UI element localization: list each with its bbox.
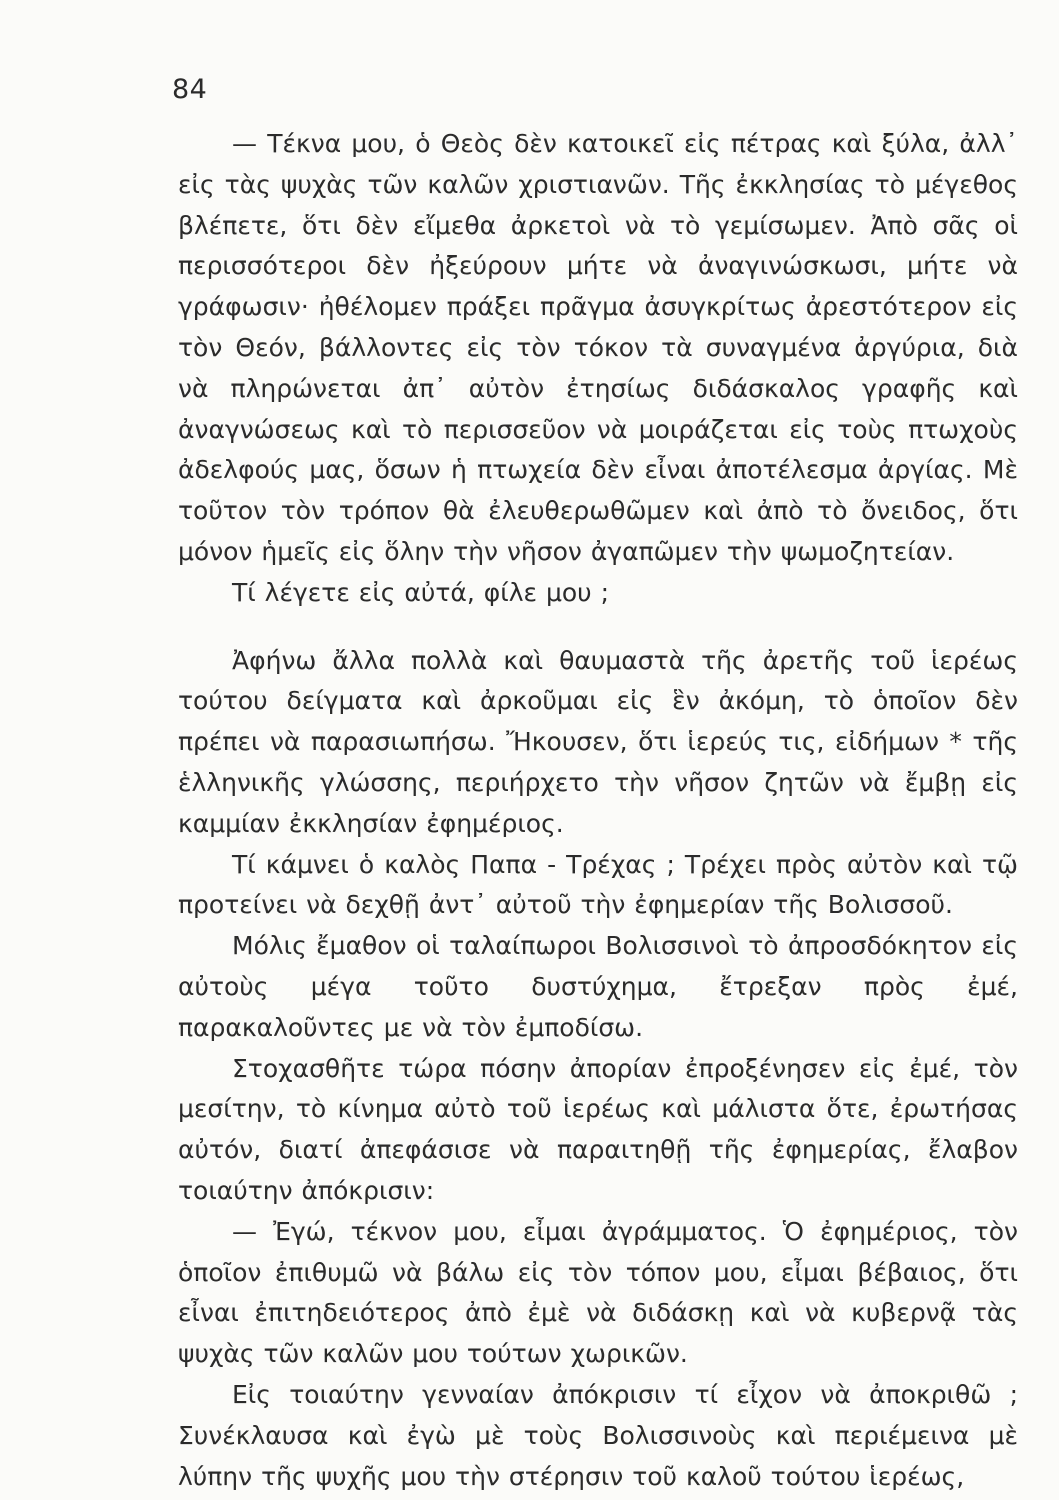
- paragraph-5: Μόλις ἔμαθον οἱ ταλαίπωροι Βολισσινοὶ τὸ ἀπροσδόκητον εἰς αὐτοὺς μέγα τοῦτο δυστύχημα, ἔτρεξαν πρὸς ἐμέ, παρακαλοῦντες με νὰ τὸν ἐμποδίσω.: [178, 931, 1018, 1042]
- page-number: 84: [172, 74, 208, 105]
- paragraph-7: — Ἐγώ, τέκνον μου, εἶμαι ἀγράμματος. Ὁ ἐφημέριος, τὸν ὁποῖον ἐπιθυμῶ νὰ βάλω εἰς τὸν τόπον μου, εἶμαι βέβαιος, ὅτι εἶναι ἐπιτηδειότερος ἀπὸ ἐμὲ νὰ διδάσκῃ καὶ νὰ κυβερνᾷ τὰς ψυχὰς τῶν καλῶν μου τούτων χωρικῶν.: [178, 1216, 1018, 1369]
- paragraph-4: Τί κάμνει ὁ καλὸς Παπα - Τρέχας ; Τρέχει πρὸς αὐτὸν καὶ τῷ προτείνει νὰ δεχθῇ ἀντ᾿ αὐτοῦ τὴν ἐφημερίαν τῆς Βολισσοῦ.: [178, 849, 1018, 920]
- body-text: [178, 124, 1018, 1497]
- paragraph-1: — Τέκνα μου, ὁ Θεὸς δὲν κατοικεῖ εἰς πέτρας καὶ ξύλα, ἀλλ᾿ εἰς τὰς ψυχὰς τῶν καλῶν χριστιανῶν. Τῆς ἐκκλησίας τὸ μέγεθος βλέπετε, ὅτι δὲν εἴμεθα ἀρκετοὶ νὰ τὸ γεμίσωμεν. Ἀπὸ σᾶς οἱ περισσότεροι δὲν ἠξεύρουν μήτε νὰ ἀναγινώσκωσι, μήτε νὰ γράφωσιν· ἠθέλομεν πράξει πρᾶγμα ἀσυγκρίτως ἀρεστότερον εἰς τὸν Θεόν, βάλλοντες εἰς τὸν τόκον τὰ συναγμένα ἀργύρια, διὰ νὰ πληρώνεται ἀπ᾿ αὐτὸν ἐτησίως διδάσκαλος γραφῆς καὶ ἀναγνώσεως καὶ τὸ περισσεῦον νὰ μοιράζεται εἰς τοὺς πτωχοὺς ἀδελφούς μας, ὅσων ἡ πτωχεία δὲν εἶναι ἀποτέλεσμα ἀργίας. Μὲ τοῦτον τὸν τρόπον θὰ ἐλευθερωθῶμεν καὶ ἀπὸ τὸ ὄνειδος, ὅτι μόνον ἡμεῖς εἰς ὅλην τὴν νῆσον ἀγαπῶμεν τὴν ψωμοζητείαν.: [178, 129, 1018, 566]
- paragraph-6: Στοχασθῆτε τώρα πόσην ἀπορίαν ἐπροξένησεν εἰς ἐμέ, τὸν μεσίτην, τὸ κίνημα αὐτὸ τοῦ ἱερέως καὶ μάλιστα ὅτε, ἐρωτήσας αὐτόν, διατί ἀπεφάσισε νὰ παραιτηθῇ τῆς ἐφημερίας, ἔλαβον τοιαύτην ἀπόκρισιν:: [178, 1053, 1018, 1205]
- paragraph-3: Ἀφήνω ἄλλα πολλὰ καὶ θαυμαστὰ τῆς ἀρετῆς τοῦ ἱερέως τούτου δείγματα καὶ ἀρκοῦμαι εἰς ἓν ἀκόμη, τὸ ὁποῖον δὲν πρέπει νὰ παρασιωπήσω. Ἤκουσεν, ὅτι ἱερεύς τις, εἰδήμων * τῆς ἑλληνικῆς γλώσσης, περιήρχετο τὴν νῆσον ζητῶν νὰ ἔμβῃ εἰς καμμίαν ἐκκλησίαν ἐφημέριος.: [178, 645, 1018, 838]
- paragraph-2: Τί λέγετε εἰς αὐτά, φίλε μου ;: [232, 577, 610, 607]
- paragraph-8: Εἰς τοιαύτην γενναίαν ἀπόκρισιν τί εἶχον νὰ ἀποκριθῶ ; Συνέκλαυσα καὶ ἐγὼ μὲ τοὺς Βολισσινοὺς καὶ περιέμεινα μὲ λύπην τῆς ψυχῆς μου τὴν στέρησιν τοῦ καλοῦ τούτου ἱερέως,: [178, 1379, 1018, 1491]
